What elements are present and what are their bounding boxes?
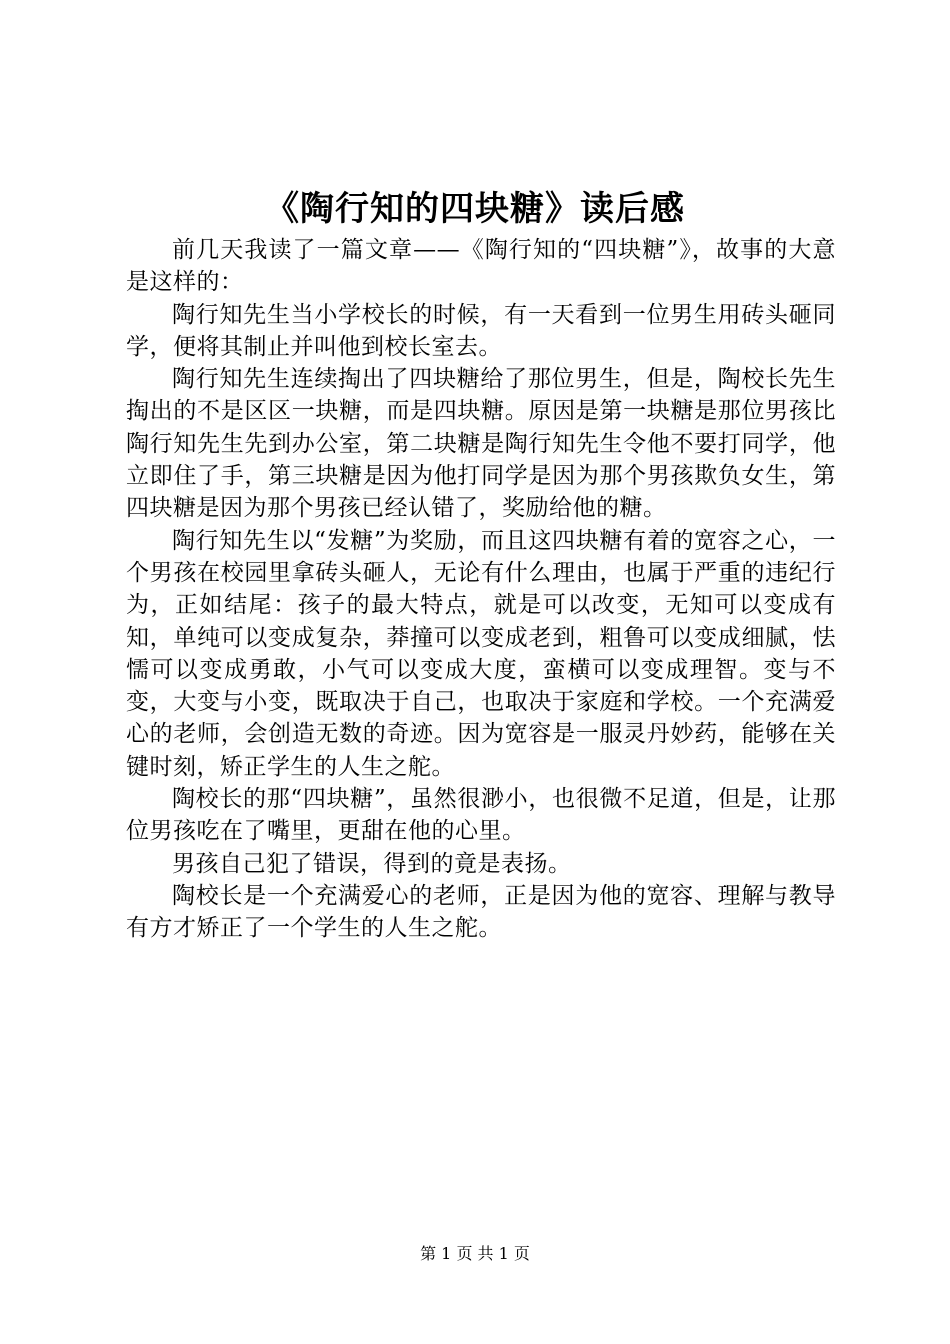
paragraph-4: 陶行知先生以“发糖”为奖励，而且这四块糖有着的宽容之心，一个男孩在校园里拿砖头砸人，无论有什么理由，也属于严重的违纪行为，正如结尾：孩子的最大特点，就是可以改变，无知可以变成有知，单纯可以变成复杂，莽撞可以变成老到，粗鲁可以变成细腻，怯懦可以变成勇敢，小气可以变成大度，蛮横可以变成理智。变与不变，大变与小变，既取决于自己，也取决于家庭和学校。一个充满爱心的老师，会创造无数的奇迹。因为宽容是一服灵丹妙药，能够在关键时刻，矫正学生的人生之舵。: [126, 527, 836, 780]
page-footer: 第 1 页 共 1 页: [420, 1244, 530, 1263]
paragraph-7: 陶校长是一个充满爱心的老师，正是因为他的宽容、理解与教导有方才矫正了一个学生的人生之舵。: [126, 882, 836, 942]
paragraph-5: 陶校长的那“四块糖”，虽然很渺小，也很微不足道，但是，让那位男孩吃在了嘴里，更甜在他的心里。: [126, 786, 836, 845]
paragraph-1: 前几天我读了一篇文章——《陶行知的“四块糖”》，故事的大意是这样的：: [126, 237, 836, 296]
paragraph-2: 陶行知先生当小学校长的时候，有一天看到一位男生用砖头砸同学，便将其制止并叫他到校长室去。: [126, 301, 836, 360]
paragraph-6: 男孩自己犯了错误，得到的竟是表扬。: [172, 850, 572, 877]
document-body: [126, 234, 836, 945]
document-title: 《陶行知的四块糖》读后感: [265, 189, 685, 229]
paragraph-3: 陶行知先生连续掏出了四块糖给了那位男生，但是，陶校长先生掏出的不是区区一块糖，而是四块糖。原因是第一块糖是那位男孩比陶行知先生先到办公室，第二块糖是陶行知先生令他不要打同学，他立即住了手，第三块糖是因为他打同学是因为那个男孩欺负女生，第四块糖是因为那个男孩已经认错了，奖励给他的糖。: [126, 366, 836, 522]
